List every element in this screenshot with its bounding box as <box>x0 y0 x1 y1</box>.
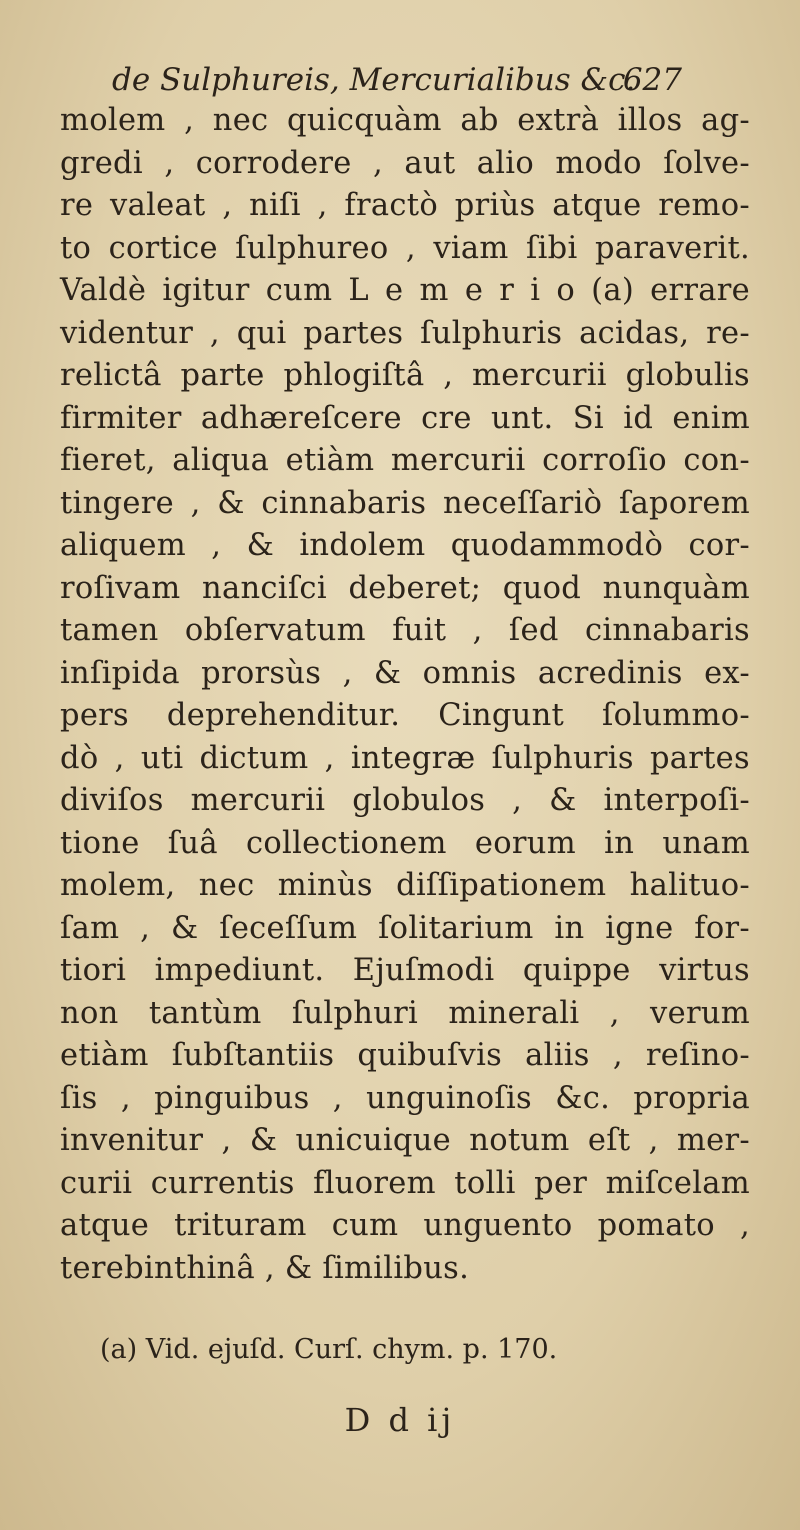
text-line: diviſos mercurii globulos , & interpoſi- <box>60 783 750 818</box>
text-line: tamen obſervatum fuit , ſed cinnabaris <box>60 613 750 648</box>
text-line: roſivam nanciſci deberet; quod nunquàm <box>60 570 750 606</box>
text-line: atque trituram cum unguento pomato , <box>60 1208 750 1243</box>
text-line: inſipida prorsùs , & omnis acredinis ex- <box>60 655 750 691</box>
text-line: dò , uti dictum , integræ ſulphuris partes <box>60 740 750 776</box>
text-line: firmiter adhæreſcere cre unt. Si id enim <box>60 400 750 436</box>
text-line: invenitur , & unicuique notum eſt , mer- <box>60 1123 750 1158</box>
text-line: molem, nec minùs diſſipationem halituo- <box>60 868 750 903</box>
text-line: molem , nec quicquàm ab extrà illos ag- <box>60 103 750 138</box>
text-line: to cortice ſulphureo , viam ſibi paraverit. <box>60 230 750 266</box>
page-header <box>112 60 682 100</box>
text-line: ſis , pinguibus , unguinoſis &c. propria <box>60 1080 750 1116</box>
text-line: etiàm ſubſtantiis quibuſvis aliis , reſino- <box>60 1038 750 1073</box>
text-line: gredi , corrodere , aut alio modo ſolve- <box>60 145 750 181</box>
signature-mark: D d ij <box>344 1401 456 1439</box>
page-number: 627 <box>622 62 682 98</box>
running-title: de Sulphureis, Mercurialibus &c. <box>112 62 636 98</box>
text-line: fieret, aliqua etiàm mercurii corroſio con- <box>60 443 750 478</box>
text-line: tione ſuâ collectionem eorum in unam <box>60 825 750 861</box>
text-line: tiori impediunt. Ejuſmodi quippe virtus <box>60 953 750 988</box>
text-line: aliquem , & indolem quodammodò cor- <box>60 528 750 563</box>
text-line: tingere , & cinnabaris neceſſariò ſaporem <box>60 485 750 521</box>
text-line: re valeat , niſi , fractò priùs atque remo- <box>60 188 750 223</box>
body-text <box>60 100 750 1290</box>
footnote: (a) Vid. ejuſd. Curſ. chym. p. 170. <box>100 1334 558 1365</box>
text-line: pers deprehenditur. Cingunt ſolummo- <box>60 698 750 733</box>
text-line: ſam , & ſeceſſum ſolitarium in igne for- <box>60 910 750 946</box>
text-line: terebinthinâ , & ſimilibus. <box>60 1250 470 1286</box>
text-line: relictâ parte phlogiſtâ , mercurii globulis <box>60 358 750 393</box>
text-line: non tantùm ſulphuri minerali , verum <box>60 995 750 1031</box>
text-line: Valdè igitur cum L e m e r i o (a) errare <box>60 273 750 308</box>
text-line: videntur , qui partes ſulphuris acidas, re- <box>60 315 750 351</box>
text-line: curii currentis fluorem tolli per miſcelam <box>60 1165 750 1201</box>
